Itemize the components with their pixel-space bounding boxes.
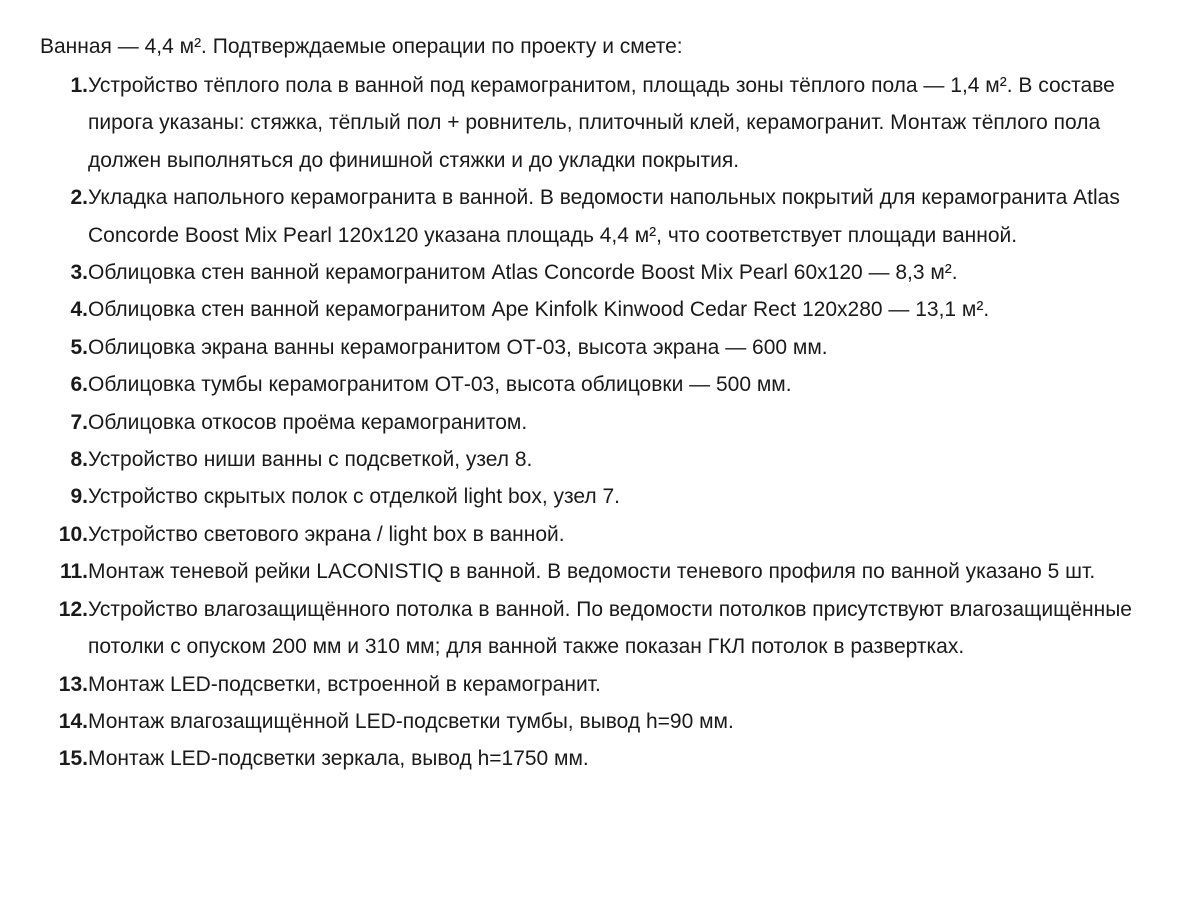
list-item xyxy=(40,478,1160,515)
item-number: 9. xyxy=(70,485,88,509)
list-item xyxy=(40,553,1160,590)
item-text: Монтаж LED-подсветки, встроенной в керамогранит. xyxy=(88,672,601,696)
list-item xyxy=(40,516,1160,553)
list-item xyxy=(40,740,1160,777)
item-text: Устройство светового экрана / light box в ванной. xyxy=(88,522,565,546)
item-text: Устройство тёплого пола в ванной под керамогранитом, площадь зоны тёплого пола — 1,4 м². В составе пирога указаны: стяжка, тёплый пол + ровнитель, плиточный клей, керамогранит. Монтаж тёплого пола должен выполняться до финишной стяжки и до укладки покрытия. xyxy=(88,74,1115,172)
item-text: Устройство ниши ванны с подсветкой, узел 8. xyxy=(88,448,533,472)
item-number: 8. xyxy=(70,448,88,472)
item-number: 7. xyxy=(70,410,88,434)
item-text: Монтаж теневой рейки LACONISTIQ в ванной. В ведомости теневого профиля по ванной указано 5 шт. xyxy=(88,560,1096,584)
intro-text: Ванная — 4,4 м². Подтверждаемые операции по проекту и смете: xyxy=(40,35,683,58)
list-item xyxy=(40,67,1160,179)
item-number: 6. xyxy=(70,373,88,397)
item-text: Облицовка тумбы керамогранитом ОТ-03, высота облицовки — 500 мм. xyxy=(88,373,792,397)
item-text: Устройство влагозащищённого потолка в ванной. По ведомости потолков присутствуют влагозащищённые потолки с опуском 200 мм и 310 мм; для ванной также показан ГКЛ потолок в развертках. xyxy=(88,597,1132,659)
item-text: Укладка напольного керамогранита в ванной. В ведомости напольных покрытий для керамогранита Atlas Concorde Boost Mix Pearl 120x120 указана площадь 4,4 м², что соответствует площади ванной. xyxy=(88,186,1120,247)
item-number: 11. xyxy=(59,560,88,584)
list-item xyxy=(40,441,1160,478)
item-number: 14. xyxy=(58,709,88,733)
operations-list xyxy=(40,67,1160,778)
item-text: Устройство скрытых полок с отделкой light box, узел 7. xyxy=(88,485,620,509)
list-item xyxy=(40,254,1160,291)
item-number: 5. xyxy=(70,335,88,359)
list-item xyxy=(40,666,1160,703)
item-text: Облицовка стен ванной керамогранитом Atlas Concorde Boost Mix Pearl 60x120 — 8,3 м². xyxy=(88,261,958,285)
item-number: 1. xyxy=(70,74,88,97)
item-number: 4. xyxy=(70,298,88,322)
item-text: Облицовка экрана ванны керамогранитом ОТ-03, высота экрана — 600 мм. xyxy=(88,335,828,359)
item-number: 10. xyxy=(58,522,88,546)
item-text: Облицовка стен ванной керамогранитом Ape Kinfolk Kinwood Cedar Rect 120x280 — 13,1 м². xyxy=(88,298,990,322)
item-number: 15. xyxy=(58,747,88,771)
item-text: Монтаж влагозащищённой LED-подсветки тумбы, вывод h=90 мм. xyxy=(88,709,734,733)
list-item xyxy=(40,329,1160,366)
list-item xyxy=(40,404,1160,441)
list-item xyxy=(40,291,1160,328)
list-item xyxy=(40,591,1160,666)
item-number: 2. xyxy=(70,186,88,210)
item-number: 3. xyxy=(70,261,88,285)
item-text: Облицовка откосов проёма керамогранитом. xyxy=(88,410,528,434)
list-item xyxy=(40,366,1160,403)
list-item xyxy=(40,179,1160,254)
item-number: 13. xyxy=(58,672,88,696)
item-number: 12. xyxy=(58,597,88,621)
list-item xyxy=(40,703,1160,740)
item-text: Монтаж LED-подсветки зеркала, вывод h=1750 мм. xyxy=(88,747,589,771)
